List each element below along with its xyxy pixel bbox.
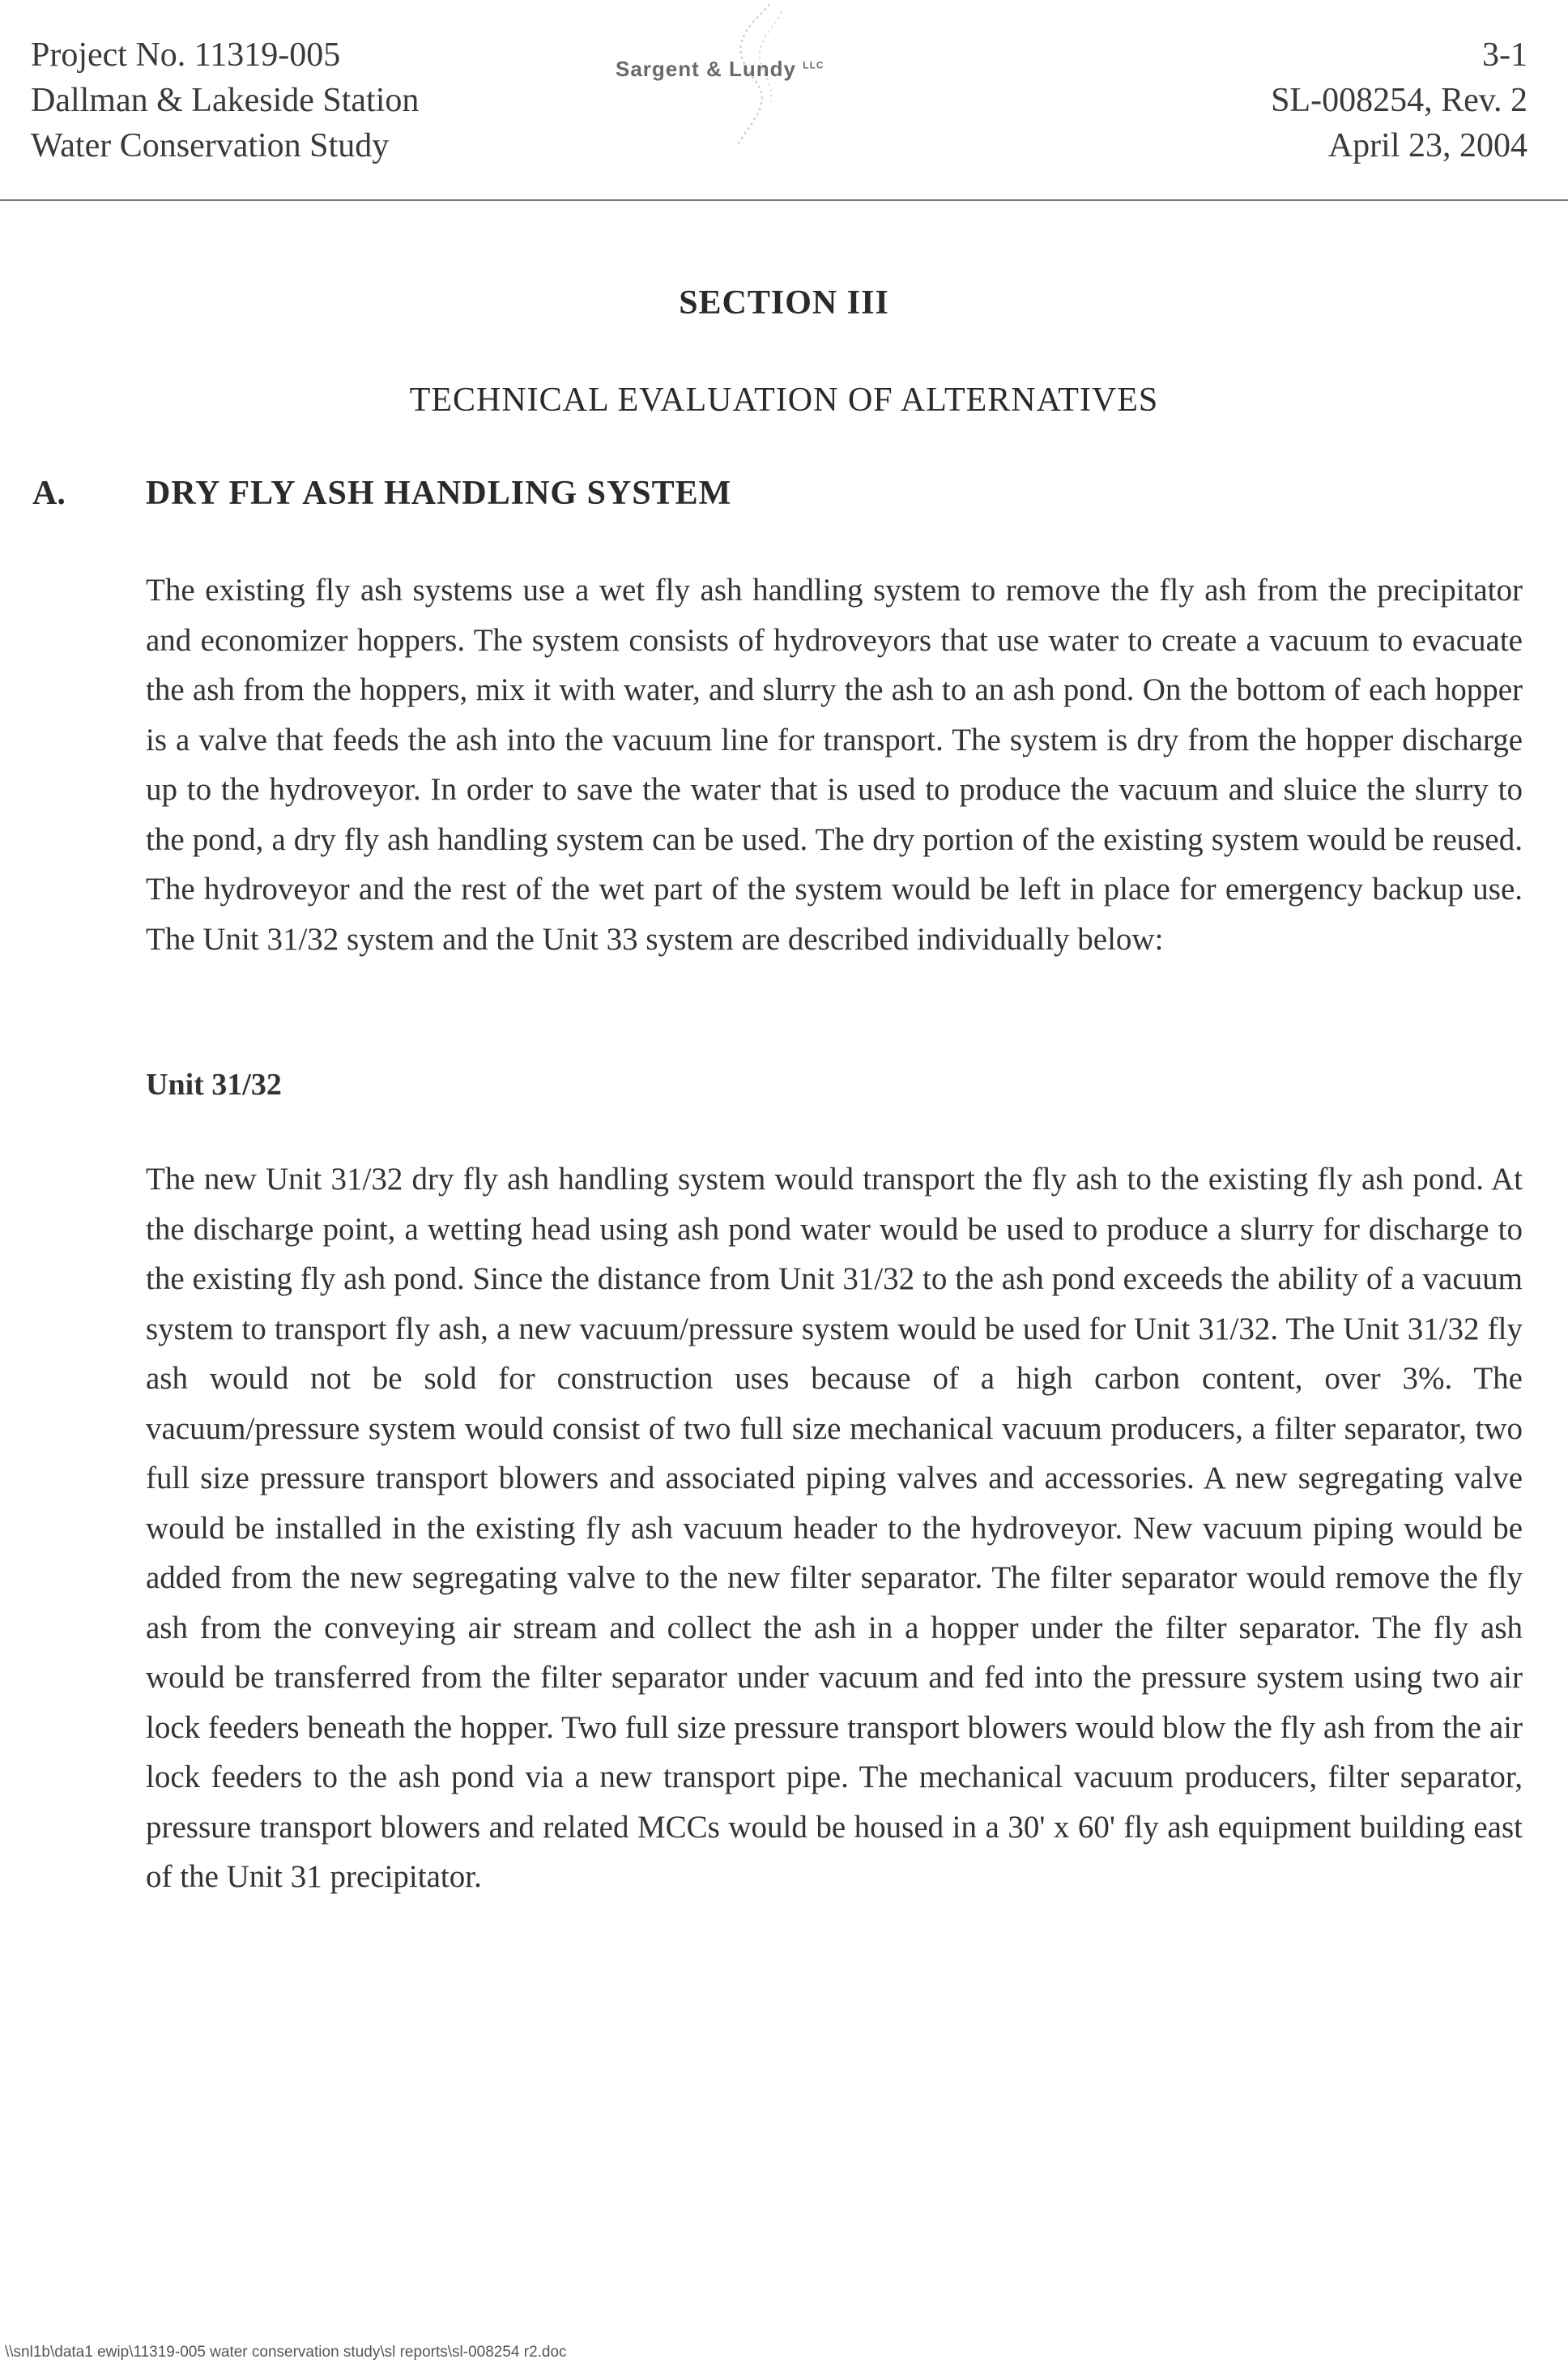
section-title: SECTION III: [679, 284, 889, 322]
station-name: Dallman & Lakeside Station: [31, 82, 420, 119]
project-number: Project No. 11319-005: [31, 36, 341, 74]
subsection-letter: A.: [32, 475, 66, 512]
header-document-info: [1271, 32, 1528, 169]
header-project-info: [31, 32, 419, 169]
subsection-title: DRY FLY ASH HANDLING SYSTEM: [146, 475, 732, 512]
document-date: April 23, 2004: [1327, 127, 1528, 164]
unit-heading: Unit 31/32: [146, 1068, 282, 1102]
logo-text: Sargent & Lundy: [616, 57, 797, 81]
company-logo: [616, 57, 824, 82]
unit-paragraph: The new Unit 31/32 dry fly ash handling system would transport the fly ash to the existing fly ash pond. At the discharge point, a wetting head using ash pond water would be used to produce a slurry for discharge to the existing fly ash pond. Since the distance from Unit 31/32 to the ash pond exceeds the ability of a vacuum system to transport fly ash, a new vacuum/pressure system would be used for Unit 31/32. The Unit 31/32 fly ash would not be sold for construction uses because of a high carbon content, over 3%. The vacuum/pressure system would consist of two full size mechanical vacuum producers, a filter separator, two full size pressure transport blowers and associated piping valves and accessories. A new segregating valve would be installed in the existing fly ash vacuum header to the hydroveyor. New vacuum piping would be added from the new segregating valve to the new filter separator. The filter separator would remove the fly ash from the conveying air stream and collect the ash in a hopper under the filter separator. The fly ash would be transferred from the filter separator under vacuum and fed into the pressure system using two air lock feeders beneath the hopper. Two full size pressure transport blowers would blow the fly ash from the air lock feeders to the ash pond via a new transport pipe. The mechanical vacuum producers, filter separator, pressure transport blowers and related MCCs would be housed in a 30' x 60' fly ash equipment building east of the Unit 31 precipitator.: [146, 1162, 1523, 1894]
header-divider: [0, 199, 1568, 201]
footer-file-path: \\snl1b\data1 ewip\11319-005 water conservation study\sl reports\sl-008254 r2.doc: [5, 2344, 567, 2361]
section-subtitle: TECHNICAL EVALUATION OF ALTERNATIVES: [409, 382, 1159, 419]
document-revision: SL-008254, Rev. 2: [1271, 82, 1528, 119]
page-number: 3-1: [1482, 36, 1528, 74]
study-name: Water Conservation Study: [31, 127, 390, 164]
intro-paragraph: The existing fly ash systems use a wet fly ash handling system to remove the fly ash from the precipitator and economizer hoppers. The system consists of hydroveyors that use water to create a vacuum to evacuate the ash from the hoppers, mix it with water, and slurry the ash to an ash pond. On the bottom of each hopper is a valve that feeds the ash into the vacuum line for transport. The system is dry from the hopper discharge up to the hydroveyor. In order to save the water that is used to produce the vacuum and sluice the slurry to the pond, a dry fly ash handling system can be used. The dry portion of the existing system would be reused. The hydroveyor and the rest of the wet part of the system would be left in place for emergency backup use. The Unit 31/32 system and the Unit 33 system are described individually below:: [146, 573, 1523, 957]
logo-suffix: LLC: [803, 59, 824, 71]
